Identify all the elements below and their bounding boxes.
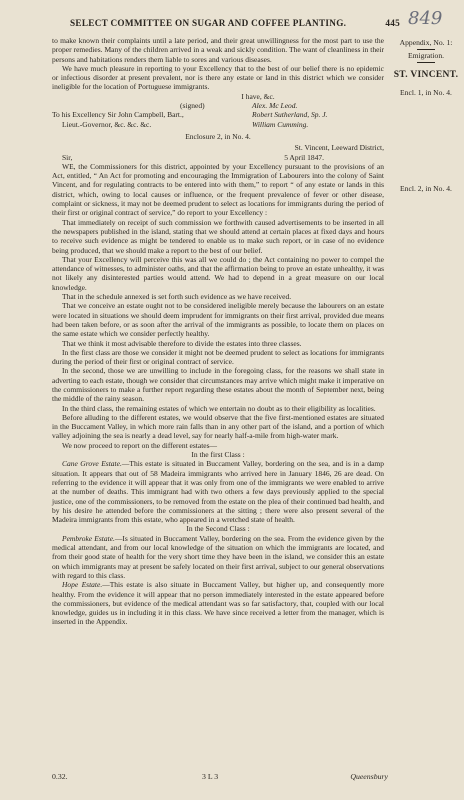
estate-name: Hope Estate. <box>62 580 103 590</box>
margin-appendix-label: Appendix, No. 1: <box>399 38 453 47</box>
margin-emigration-label: Emigration. <box>407 51 445 60</box>
signature: Alex. Mc Leod. <box>252 101 298 111</box>
paragraph: That in the schedule annexed is set forth such evidence as we have received. <box>62 292 292 302</box>
footer-left: 0.32. <box>52 772 68 781</box>
salutation-line <box>52 153 384 162</box>
estate-text: —This estate is situated in Buccament Valley, bordering on the sea, and is in a damp situation. It appears that out of 58 Madeira immigrants who arrived here in January 1846, 26 are dead. On referring to the evidence it will appear that it was only from one of the immigrants we were enabled to arrive at the number of deaths. This immigrant had with two others a few days previously applied to the special justice, one of the commissioners, to be removed from the estate on the plea of their continued bad health, and by his desire he attended before the commissioners at the sitting ; there were also present several of the Madeira immigrants from this estate, who appeared in a wretched state of health. <box>52 459 384 525</box>
signed-label: (signed) <box>180 101 205 111</box>
signature: Robert Sutherland, Sp. J. <box>252 110 328 120</box>
body-text <box>52 36 384 627</box>
page-number: 445 <box>385 18 400 28</box>
margin-colony-label: ST. VINCENT. <box>393 70 459 80</box>
letter-date: 5 April 1847. <box>284 152 324 162</box>
paragraph: We have much pleasure in reporting to your Excellency that to the best of our belief there is no epidemic or infectious disorder at present prevalent, nor is there any estate or land in this district which we consider ineligible for the location of Portuguese immigrants. <box>52 63 384 92</box>
catchword: Queensbury <box>350 772 388 781</box>
margin-encl1-label: Encl. 1, in No. 4. <box>400 88 452 97</box>
paragraph: WE, the Commissioners for this district, appointed by your Excellency pursuant to the provisions of an Act, entitled, “ An Act for promoting and encouraging the Immigration of Labourers into the colony of Saint Vincent, and for regulating contracts to be entered into with them,” to report “ of any estate or lands in this district, which, owing to local causes or influence, or the frequent prevalence of fever or other disease, complaint or sickness, it may not be deemed prudent to select as locations for immigrants during the period of their first or original contract of service,” do report to your Excellency : <box>52 161 384 218</box>
margin-rule <box>417 62 435 63</box>
signature-line <box>52 110 384 119</box>
paragraph: We now proceed to report on the different estates— <box>62 440 218 450</box>
enclosure-heading: Enclosure 2, in No. 4. <box>185 131 251 141</box>
header-title: SELECT COMMITTEE ON SUGAR AND COFFEE PLANTING. <box>70 18 347 28</box>
running-header <box>70 18 400 28</box>
estate-text: —This estate is also situate in Buccament Valley, but higher up, and consequently more healthy. From the evidence it will appear that no person immediately interested in the estate appeared before the commissioners, but evidence of the medical attendant was so far satisfactory, that, coupled with our local knowledge, guides us in including it in this class. We have since received a letter from the manager, which is inserted in the Appendix. <box>52 580 384 627</box>
salutation: Sir, <box>62 152 73 162</box>
class-heading: In the Second Class : <box>186 524 250 534</box>
signature: William Cumming. <box>252 119 309 129</box>
addressee: Lieut.-Governor, &c. &c. &c. <box>62 119 152 129</box>
class-heading: In the first Class : <box>191 450 245 460</box>
paragraph: That your Excellency will perceive this was all we could do ; the Act containing no power to compel the attendance of witnesses, to administer oaths, and that the affirmation being to prove an estate unhealthy, it was not likely any disinterested parties would attend. We had to depend in a great measure on our local knowledge. <box>52 254 384 292</box>
paragraph: to make known their complaints until a late period, and their great unwillingness for the most part to use the proper remedies. Many of the children arrived in a weak and sickly condition. The want of cleanliness in their persons and habitations renders them liable to sores and various diseases. <box>52 36 384 64</box>
margin-colony <box>390 70 462 80</box>
paragraph: That immediately on receipt of such commission we forthwith caused advertisements to be inserted in all the newspapers published in the island, stating that we should attend at certain places at fixed days and hours to receive such evidence as might be tendered to enable us to make such report, or in case of no evidence being produced, that we should make a report to the best of our belief. <box>52 217 384 255</box>
paragraph: In the second, those we are unwilling to include in the foregoing class, for the reasons we shall state in adverting to each estate, though we consider that circumstances may arrive which might make it imperative on the commissioners to make a further report regarding these estates about the month of September next, being the middle of the rainy season. <box>52 366 384 404</box>
paragraph <box>52 580 384 626</box>
estate-name: Pembroke Estate. <box>62 533 115 543</box>
margin-enclosure-2 <box>390 184 462 194</box>
signature-mark: 3 L 3 <box>202 772 219 781</box>
paragraph: That we conceive an estate ought not to be considered ineligible merely because the labourers on an estate were located in situations we should deem imprudent for immigrants on their first arrival, provided due means had been taken before, or as soon after the arrival of the immigrants as possible, to locate them on places on the same estate which we consider perfectly healthy. <box>52 301 384 339</box>
paragraph: That we think it most advisable therefore to divide the estates into three classes. <box>62 338 302 348</box>
estate-text: —Is situated in Buccament Valley, bordering on the sea. From the evidence given by the medical attendant, and from our local knowledge of the situation on which the immigrants are located, and from their good state of health for the very short time they have been in the island, we consider this an estate on which immigrants may at present be safely located on their first arrival, subject to our general observations with regard to this class. <box>52 533 384 580</box>
letter-place: St. Vincent, Leeward District, <box>294 143 384 153</box>
handwritten-folio-number: 849 <box>408 8 443 29</box>
margin-encl2-label: Encl. 2, in No. 4. <box>400 184 452 193</box>
addressee: To his Excellency Sir John Campbell, Bart., <box>52 110 184 120</box>
closing: I have, &c. <box>241 91 275 101</box>
margin-appendix <box>390 38 462 64</box>
margin-rule <box>417 49 435 50</box>
paragraph <box>52 459 384 524</box>
margin-enclosure-1 <box>390 88 462 98</box>
paragraph: In the third class, the remaining estates of which we entertain no doubt as to their eligibility as localities. <box>62 403 376 413</box>
paragraph <box>52 534 384 580</box>
signature-line <box>52 101 384 110</box>
estate-name: Cane Grove Estate. <box>62 459 122 469</box>
paragraph: In the first class are those we consider it might not be deemed prudent to select as locations for immigrants during the period of their first or original contract of service. <box>52 347 384 367</box>
paragraph: Before alluding to the different estates, we would observe that the five first-mentioned estates are situated in the Buccament Valley, in which more rain falls than in any other part of the island, and a portion of which valley adjoining the sea is nearly a dead level, say for nearly half-a-mile from high-water mark. <box>52 412 384 441</box>
signature-line <box>52 120 384 129</box>
